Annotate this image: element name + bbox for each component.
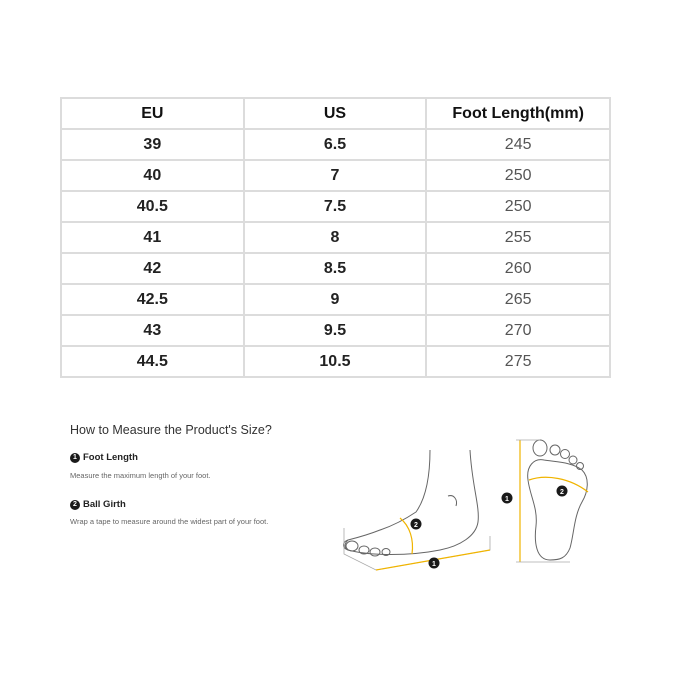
cell-us: 9.5 [244,315,427,346]
cell-length: 260 [426,253,610,284]
side-length-badge [429,558,440,569]
table-row [61,284,610,315]
cell-us: 9 [244,284,427,315]
table-row [61,315,610,346]
svg-text:1: 1 [432,561,436,568]
cell-length: 250 [426,160,610,191]
step-description: Wrap a tape to measure around the widest part of your foot. [70,517,269,526]
side-girth-badge [411,519,422,530]
cell-length: 245 [426,129,610,160]
cell-length: 275 [426,346,610,377]
table-row [61,253,610,284]
cell-us: 10.5 [244,346,427,377]
table-row [61,129,610,160]
cell-eu: 40.5 [61,191,244,222]
cell-eu: 40 [61,160,244,191]
table-row [61,222,610,253]
table-header-row [61,98,610,129]
svg-text:1: 1 [505,496,509,503]
svg-text:2: 2 [560,489,564,496]
cell-us: 8.5 [244,253,427,284]
foot-measurement-illustration [330,436,600,576]
size-chart-table [60,97,611,378]
cell-eu: 43 [61,315,244,346]
cell-us: 8 [244,222,427,253]
table-row [61,191,610,222]
cell-eu: 41 [61,222,244,253]
step-ball-girth-heading [70,499,126,510]
svg-text:2: 2 [414,522,418,529]
step-number-badge: 2 [70,500,80,510]
cell-eu: 39 [61,129,244,160]
cell-eu: 42 [61,253,244,284]
cell-us: 7.5 [244,191,427,222]
cell-length: 265 [426,284,610,315]
cell-length: 255 [426,222,610,253]
measure-guide-title: How to Measure the Product's Size? [70,423,272,437]
cell-eu: 42.5 [61,284,244,315]
step-description: Measure the maximum length of your foot. [70,471,211,480]
side-foot-icon [344,450,479,556]
side-foot-ground-outline [344,528,490,570]
step-label: Ball Girth [83,499,126,510]
header-foot-length: Foot Length(mm) [426,98,610,129]
cell-length: 270 [426,315,610,346]
header-us: US [244,98,427,129]
cell-eu: 44.5 [61,346,244,377]
sole-length-badge [502,493,513,504]
cell-length: 250 [426,191,610,222]
sole-foot-icon [528,440,588,560]
header-eu: EU [61,98,244,129]
cell-us: 7 [244,160,427,191]
cell-us: 6.5 [244,129,427,160]
step-label: Foot Length [83,452,138,463]
step-foot-length-heading [70,452,138,463]
table-row [61,346,610,377]
sole-girth-badge [557,486,568,497]
table-row [61,160,610,191]
step-number-badge: 1 [70,453,80,463]
